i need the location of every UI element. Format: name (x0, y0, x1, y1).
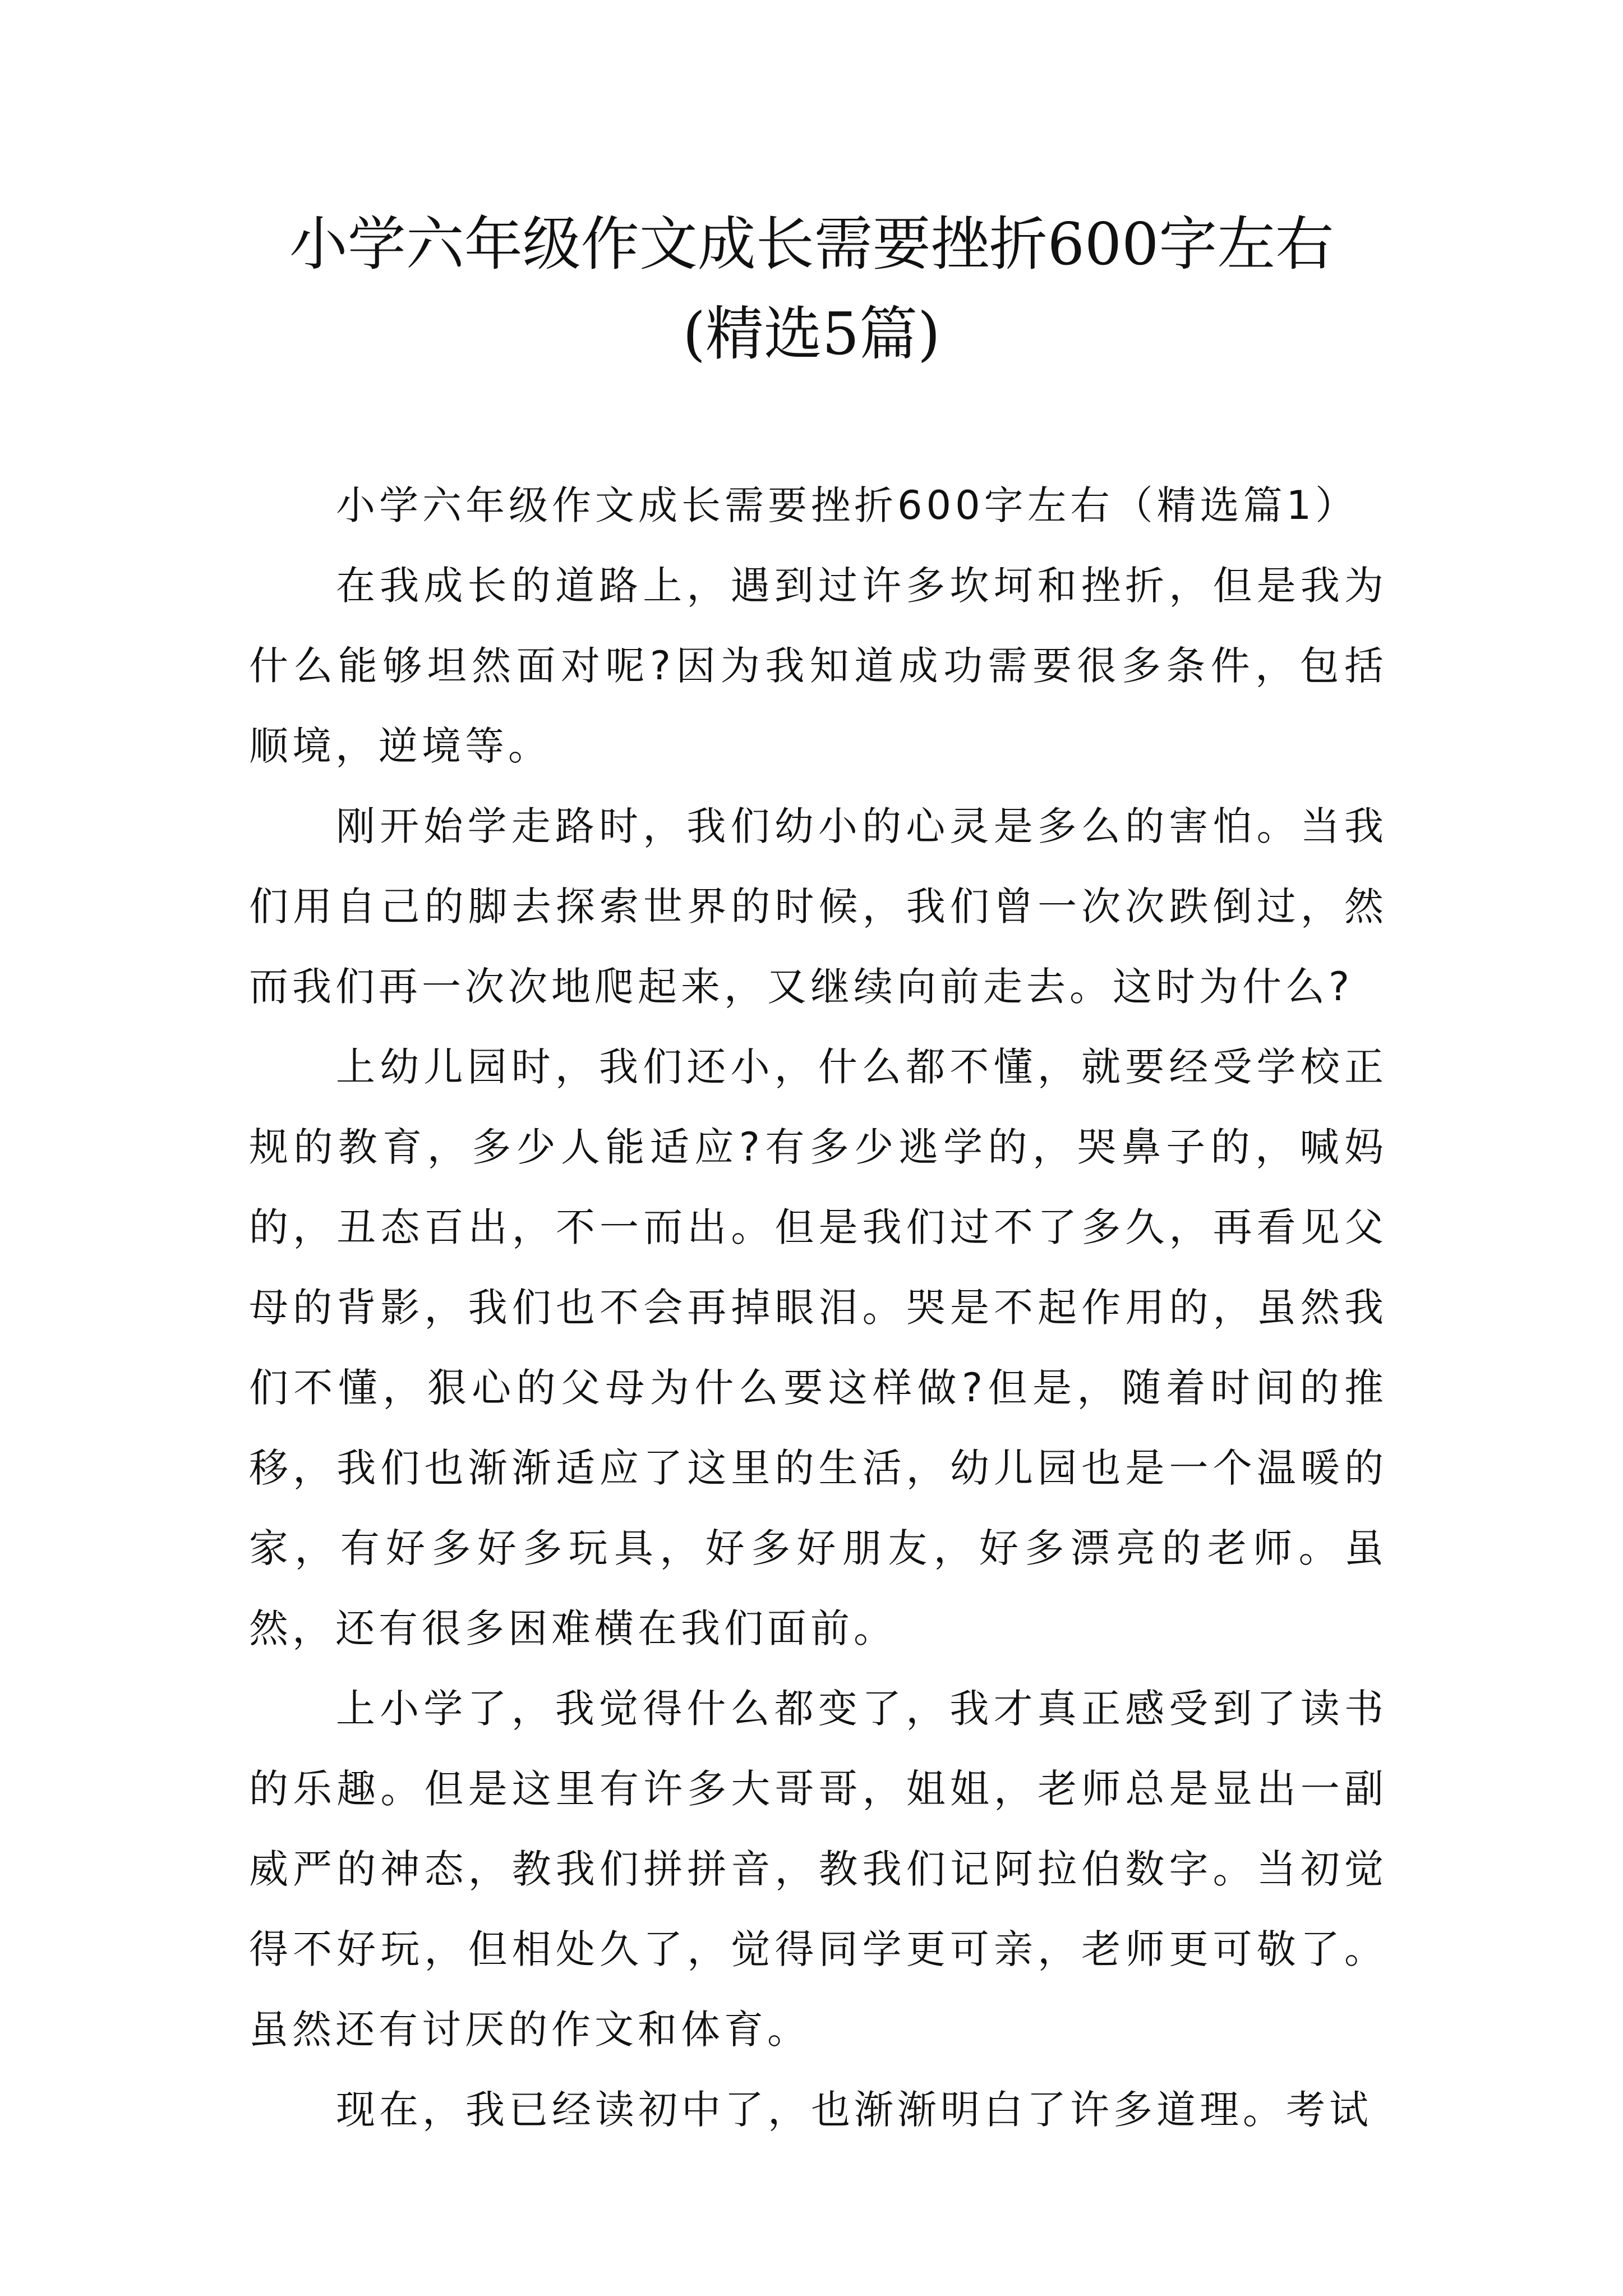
document-body (249, 466, 1387, 2150)
document-title-line-2: (精选5篇) (683, 300, 940, 368)
body-paragraph: 刚开始学走路时，我们幼小的心灵是多么的害怕。当我们用自己的脚去探索世界的时候，我们曾一次次跌倒过，然而我们再一次次地爬起来，又继续向前走去。这时为什么? (249, 803, 1387, 1010)
document-title-line-1: 小学六年级作文成长需要挫折600字左右 (289, 210, 1334, 278)
body-paragraph: 上幼儿园时，我们还小，什么都不懂，就要经受学校正规的教育，多少人能适应?有多少逃学的，哭鼻子的，喊妈的，丑态百出，不一而出。但是我们过不了多久，再看见父母的背影，我们也不会再掉眼泪。哭是不起作用的，虽然我们不懂，狠心的父母为什么要这样做?但是，随着时间的推移，我们也渐渐适应了这里的生活，幼儿园也是一个温暖的家，有好多好多玩具，好多好朋友，好多漂亮的老师。虽然，还有很多困难横在我们面前。 (249, 1044, 1387, 1651)
body-paragraph: 上小学了，我觉得什么都变了，我才真正感受到了读书的乐趣。但是这里有许多大哥哥，姐姐，老师总是显出一副威严的神态，教我们拼拼音，教我们记阿拉伯数字。当初觉得不好玩，但相处久了，觉得同学更可亲，老师更可敬了。虽然还有讨厌的作文和体育。 (249, 1686, 1387, 2053)
section-heading: 小学六年级作文成长需要挫折600字左右（精选篇1） (336, 482, 1359, 528)
body-paragraph: 在我成长的道路上，遇到过许多坎坷和挫折，但是我为什么能够坦然面对呢?因为我知道成功需要很多条件，包括顺境，逆境等。 (249, 563, 1387, 769)
body-paragraph: 现在，我已经读初中了，也渐渐明白了许多道理。考试 (336, 2087, 1372, 2133)
